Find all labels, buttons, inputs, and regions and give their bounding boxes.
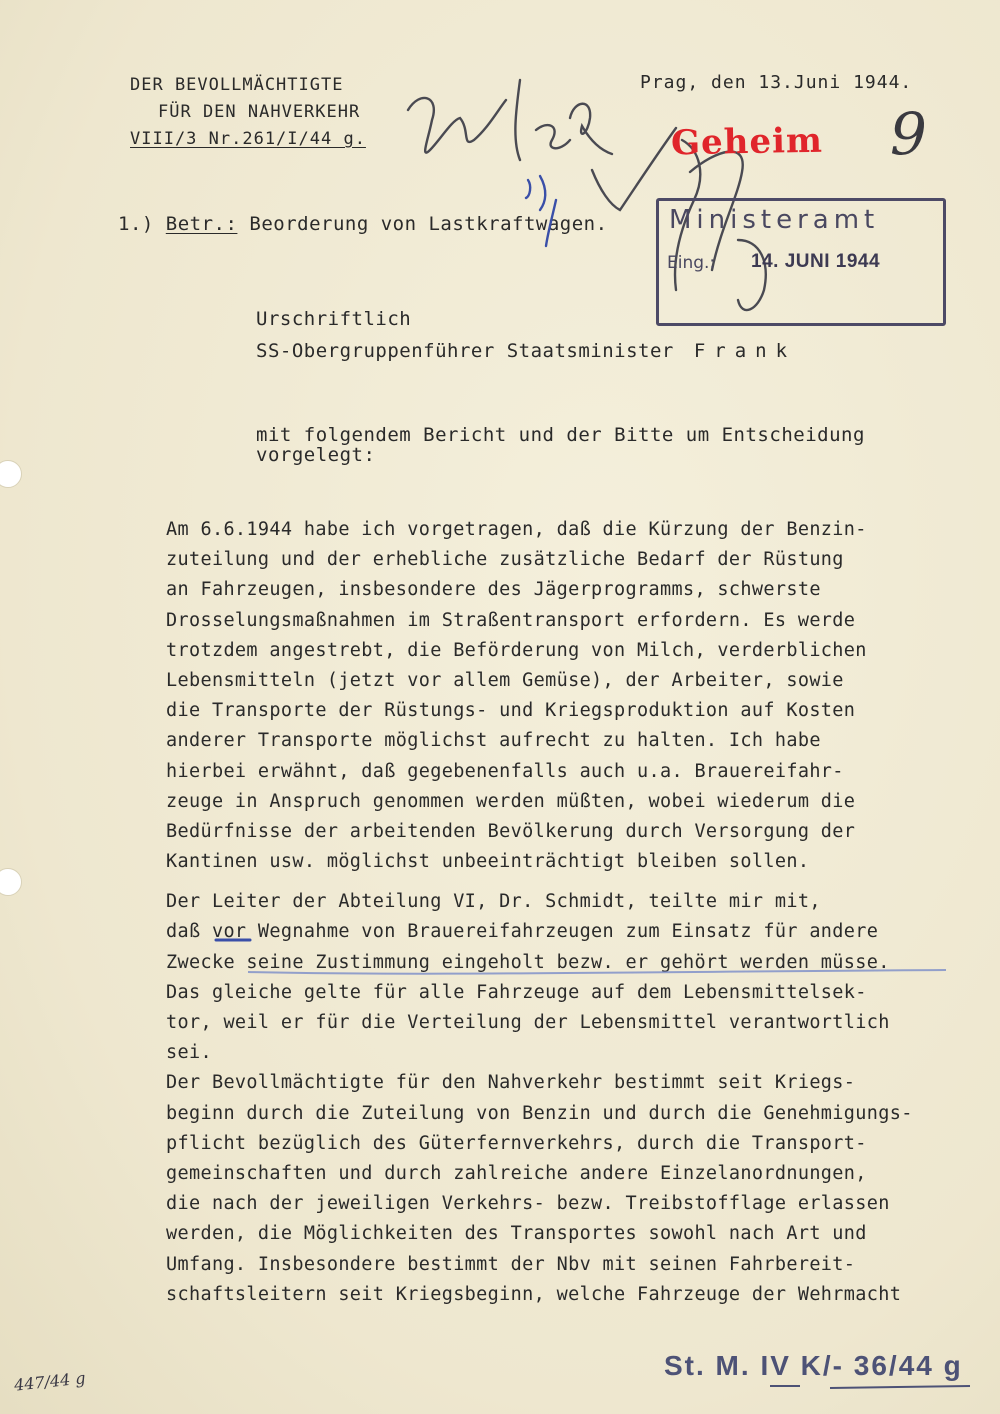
text-line: werden, die Möglichkeiten des Transportes sowohl nach Art und [166, 1223, 867, 1245]
text-line: tor, weil er für die Verteilung der Lebensmittel verantwortlich [166, 1012, 890, 1033]
text-line: Der Leiter der Abteilung VI, Dr. Schmidt, teilte mir mit, [166, 891, 821, 913]
text-line: Der Bevollmächtigte für den Nahverkehr bestimmt seit Kriegs- [166, 1072, 856, 1094]
text-line: daß vor Wegnahme von Brauereifahrzeugen zum Einsatz für andere [166, 921, 879, 943]
subject-text: Beorderung von Lastkraftwagen. [249, 213, 608, 235]
text-line: zuteilung und der erhebliche zusätzliche Bedarf der Rüstung [166, 549, 844, 571]
text-line: Zwecke seine Zustimmung eingeholt bezw. er gehört werden müsse. [166, 951, 890, 973]
ministeramt-stamp [656, 198, 946, 326]
text-line: die nach der jeweiligen Verkehrs- bezw. Treibstofflage erlassen [166, 1193, 890, 1215]
paragraph-3 [166, 1068, 966, 1310]
text-line: Am 6.6.1944 habe ich vorgetragen, daß die Kürzung der Benzin- [166, 519, 867, 540]
addressee-line2 [256, 335, 796, 367]
text-line: Bedürfnisse der arbeitenden Bevölkerung durch Versorgung der [166, 820, 856, 842]
text-line: Umfang. Insbesondere bestimmt der Nbv mit seinen Fahrbereit- [166, 1253, 856, 1275]
text-line: Kantinen usw. möglichst unbeeinträchtigt bleiben sollen. [166, 851, 810, 873]
intro-block [256, 425, 865, 465]
punch-hole [0, 868, 22, 896]
letter-date: Prag, den 13.Juni 1944. [640, 72, 913, 93]
intro-line1: mit folgendem Bericht und der Bitte um Entscheidung [256, 424, 865, 446]
file-number-left: 447/44 g [13, 1368, 87, 1395]
text-line: Lebensmitteln (jetzt vor allem Gemüse), der Arbeiter, sowie [166, 669, 844, 691]
letterhead-line1: DER BEVOLLMÄCHTIGTE [130, 75, 344, 95]
punch-hole [0, 460, 22, 488]
subject-label: Betr.: [165, 213, 238, 235]
body-text [166, 515, 966, 1310]
text-line: zeuge in Anspruch genommen werden müßten, wobei wiederum die [166, 790, 856, 812]
addressee-rank: SS-Obergruppenführer Staatsminister [256, 340, 674, 362]
text-line: Das gleiche gelte für alle Fahrzeuge auf dem Lebensmittelsek- [166, 981, 867, 1003]
text-line: anderer Transporte möglichst aufrecht zu halten. Ich habe [166, 730, 821, 752]
addressee-line1: Urschriftlich [256, 308, 412, 330]
text-line: Drosselungsmaßnahmen im Straßentransport erfordern. Es werde [166, 609, 856, 631]
handwritten-folio-number: 9 [890, 100, 927, 168]
text-line: pflicht bezüglich des Güterfernverkehrs, durch die Transport- [166, 1132, 867, 1154]
text-line: hierbei erwähnt, daß gegebenenfalls auch u.a. Brauereifahr- [166, 760, 844, 782]
text-line: beginn durch die Zuteilung von Benzin und durch die Genehmigungs- [166, 1102, 913, 1124]
text-line: gemeinschaften und durch zahlreiche andere Einzelanordnungen, [166, 1162, 867, 1184]
letterhead-line2: FÜR DEN NAHVERKEHR [158, 102, 361, 122]
text-line: trotzdem angestrebt, die Beförderung von Milch, verderblichen [166, 639, 867, 661]
text-line: die Transporte der Rüstungs- und Kriegsproduktion auf Kosten [166, 700, 856, 722]
text-line: an Fahrzeugen, insbesondere des Jägerprogramms, schwerste [166, 579, 821, 601]
text-line: schaftsleitern seit Kriegsbeginn, welche Fahrzeuge der Wehrmacht [166, 1283, 902, 1305]
intro-line2: vorgelegt: [256, 444, 376, 466]
stamp-received-date: 14. JUNI 1944 [751, 251, 881, 272]
file-number-stamp: St. M. IV K/- 36/44 g [664, 1350, 963, 1381]
paragraph-1 [166, 515, 966, 877]
subject-line [118, 213, 608, 235]
reference-number: VIII/3 Nr.261/I/44 g. [130, 129, 366, 149]
secret-stamp: Geheim [670, 120, 824, 164]
paragraph-2 [166, 887, 966, 1068]
text-line: sei. [166, 1042, 212, 1064]
stamp-office: Ministeramt [669, 205, 880, 235]
subject-number: 1.) [118, 213, 154, 235]
stamp-received-label: Eing.: [667, 253, 716, 273]
letterhead [130, 72, 366, 153]
addressee-name: Frank [693, 340, 797, 362]
